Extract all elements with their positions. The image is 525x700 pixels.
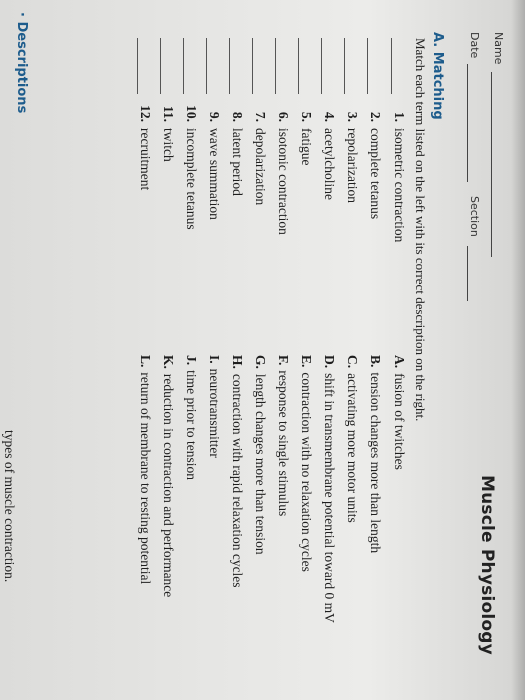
- term-item-6: 6.isotonic contraction: [276, 111, 291, 235]
- term-item-4: 4.acetylcholine: [322, 111, 337, 200]
- description-item-f: F.response to single stimulus: [276, 355, 291, 517]
- answer-blank-2[interactable]: [367, 38, 368, 94]
- description-item-h: H.contraction with rapid relaxation cycles: [230, 355, 245, 588]
- page-title: Muscle Physiology: [477, 475, 497, 655]
- section-b-bullet: ·: [14, 12, 29, 17]
- answer-blank-9[interactable]: [206, 38, 207, 94]
- answer-blank-7[interactable]: [252, 38, 253, 94]
- date-line: [467, 64, 468, 182]
- section-a-heading: [430, 32, 445, 120]
- answer-blank-3[interactable]: [344, 38, 345, 94]
- answer-blank-6[interactable]: [275, 38, 276, 94]
- section-b-partial-text: types of muscle contraction.: [2, 430, 17, 583]
- section-line: [467, 246, 468, 301]
- section-a-letter: A.: [430, 32, 445, 48]
- term-item-8: 8.latent period: [230, 111, 245, 196]
- description-item-b: B.tension changes more than length: [368, 355, 383, 554]
- description-item-k: K.reduction in contraction and performance: [161, 355, 176, 598]
- term-item-7: 7.depolarization: [253, 111, 268, 206]
- term-item-10: 10.incomplete tetanus: [184, 105, 199, 230]
- section-label: Section: [468, 196, 481, 237]
- section-b-title: Descriptions: [14, 21, 29, 114]
- term-item-12: 12.recruitment: [138, 105, 153, 191]
- description-item-j: J.time prior to tension: [184, 355, 199, 480]
- answer-blank-1[interactable]: [391, 38, 392, 94]
- name-label: Name: [492, 32, 505, 65]
- description-item-e: E.contraction with no relaxation cycles: [299, 355, 314, 572]
- description-item-l: L.return of membrane to resting potential: [138, 355, 153, 585]
- answer-blank-11[interactable]: [160, 38, 161, 94]
- term-item-3: 3.repolarization: [345, 111, 360, 203]
- answer-blank-5[interactable]: [298, 38, 299, 94]
- answer-blank-12[interactable]: [137, 38, 138, 94]
- answer-blank-8[interactable]: [229, 38, 230, 94]
- instructions: Match each term listed on the left with its correct description on the right.: [413, 38, 428, 422]
- term-item-9: 9.wave summation: [207, 111, 222, 220]
- description-item-i: I.neurotransmitter: [207, 355, 222, 458]
- section-a-title: Matching: [430, 51, 445, 120]
- term-item-1: 1.isometric contraction: [392, 111, 407, 243]
- answer-blank-10[interactable]: [183, 38, 184, 94]
- answer-blank-4[interactable]: [321, 38, 322, 94]
- section-b-heading: [14, 12, 29, 113]
- term-item-5: 5.fatigue: [299, 111, 314, 166]
- term-item-11: 11.twitch: [161, 105, 176, 162]
- date-label: Date: [468, 32, 481, 59]
- name-line: [491, 72, 492, 257]
- description-item-c: C.activating more motor units: [345, 355, 360, 523]
- description-item-g: G.length changes more than tension: [253, 355, 268, 555]
- description-item-d: D.shift in transmembrane potential toward 0 mV: [322, 355, 337, 623]
- description-item-a: A.fusion of twitches: [392, 355, 407, 470]
- term-item-2: 2.complete tetanus: [368, 111, 383, 220]
